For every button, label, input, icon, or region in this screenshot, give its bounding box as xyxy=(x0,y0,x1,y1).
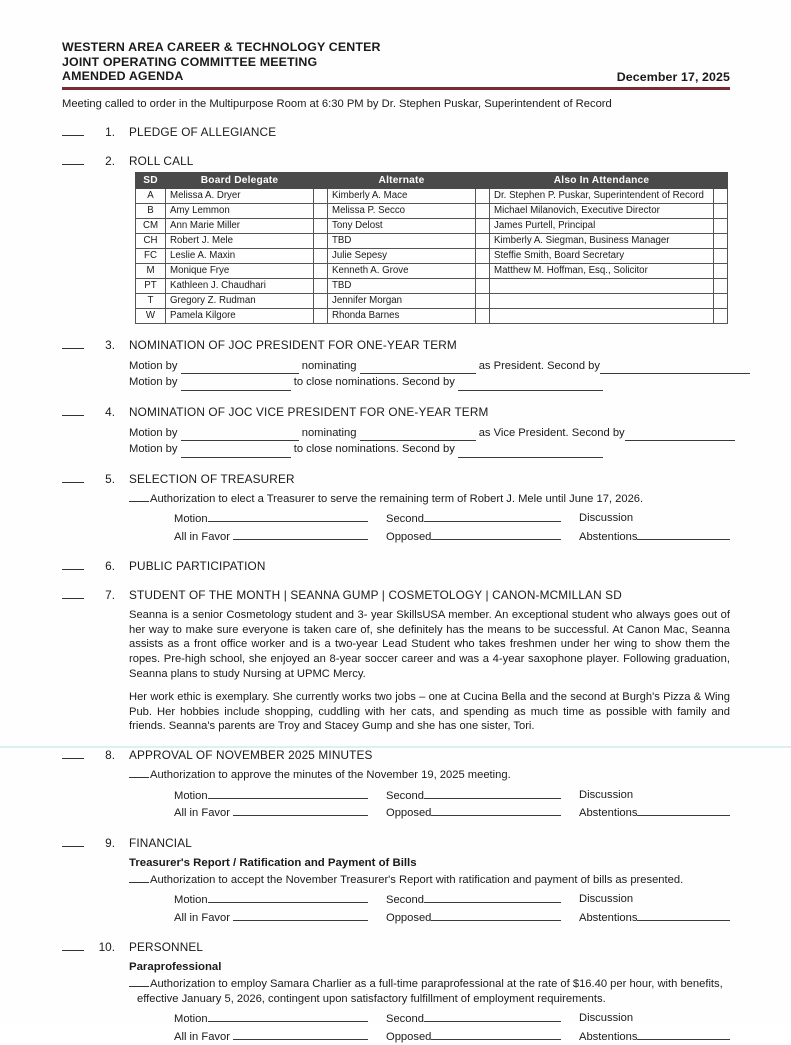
minutes-authorization-text: Authorization to approve the minutes of the November 19, 2025 meeting. xyxy=(150,769,511,782)
second-cell xyxy=(386,510,579,528)
cell-board-delegate: Robert J. Mele xyxy=(166,233,314,248)
motion-row-top xyxy=(174,1010,730,1028)
label-motion: Motion xyxy=(174,789,208,802)
abstentions-cell xyxy=(579,804,730,822)
attendance-check-box[interactable] xyxy=(714,308,728,323)
vice-president-motion-row-2 xyxy=(129,441,730,458)
label-opposed: Opposed xyxy=(386,1030,432,1043)
roll-call-header-row xyxy=(136,172,728,188)
header-divider-rule xyxy=(62,87,730,90)
cell-alternate: Tony Delost xyxy=(328,218,476,233)
all-in-favor-cell xyxy=(174,528,386,546)
cell-alternate: TBD xyxy=(328,233,476,248)
checkbox-blank-line[interactable] xyxy=(62,589,84,599)
agenda-item-1-head xyxy=(62,125,730,140)
attendance-check-box[interactable] xyxy=(714,293,728,308)
label-abstentions: Abstentions xyxy=(579,911,638,924)
agenda-item-2-title: ROLL CALL xyxy=(129,153,194,168)
agenda-item-3-title: NOMINATION OF JOC PRESIDENT FOR ONE-YEAR TERM xyxy=(129,337,457,352)
delegate-check-box[interactable] xyxy=(314,293,328,308)
alternate-check-box[interactable] xyxy=(476,203,490,218)
cell-also-in-attendance: Kimberly A. Siegman, Business Manager xyxy=(490,233,714,248)
agenda-item-8-body xyxy=(129,768,730,822)
checkbox-blank-line[interactable] xyxy=(62,560,84,570)
agenda-item-5-number: 5. xyxy=(105,471,115,486)
cell-board-delegate: Leslie A. Maxin xyxy=(166,248,314,263)
document-content xyxy=(62,40,730,1045)
attendance-check-box[interactable] xyxy=(714,203,728,218)
label-as-vice-president: as Vice President. xyxy=(478,426,569,439)
agenda-item-3-head xyxy=(62,338,730,353)
input-nominee[interactable] xyxy=(360,362,476,374)
input-second[interactable] xyxy=(424,510,561,522)
label-nominating: nominating xyxy=(301,426,357,439)
input-all-in-favor[interactable] xyxy=(233,909,368,921)
minutes-authorization xyxy=(129,768,730,783)
president-motion-row-2 xyxy=(129,374,730,391)
agenda-item-1-title: PLEDGE OF ALLEGIANCE xyxy=(129,124,277,139)
label-discussion: Discussion xyxy=(579,788,634,801)
label-second: Second xyxy=(386,789,424,802)
opposed-cell xyxy=(386,804,579,822)
meeting-date: December 17, 2025 xyxy=(616,69,730,84)
agenda-item-5-body xyxy=(129,492,730,546)
agenda-item-6 xyxy=(62,559,730,574)
input-second-by-close[interactable] xyxy=(458,379,603,391)
motion-row-bottom xyxy=(174,528,730,546)
input-abstentions[interactable] xyxy=(637,528,730,540)
label-abstentions: Abstentions xyxy=(579,1030,638,1043)
cell-board-delegate: Melissa A. Dryer xyxy=(166,188,314,203)
checkbox-blank-line[interactable] xyxy=(62,941,84,951)
cell-board-delegate: Pamela Kilgore xyxy=(166,308,314,323)
cell-also-in-attendance: Matthew M. Hoffman, Esq., Solicitor xyxy=(490,263,714,278)
table-row xyxy=(136,263,728,278)
agenda-item-7-head xyxy=(62,588,730,603)
agenda-item-2-number: 2. xyxy=(105,153,115,168)
agenda-item-2-head xyxy=(62,154,730,169)
agenda-item-9-title: FINANCIAL xyxy=(129,835,192,850)
input-motion[interactable] xyxy=(208,787,368,799)
label-abstentions: Abstentions xyxy=(579,530,638,543)
attendance-check-box[interactable] xyxy=(714,248,728,263)
motion-row-bottom xyxy=(174,909,730,927)
document-header xyxy=(62,40,730,84)
attendance-check-box[interactable] xyxy=(714,233,728,248)
cell-alternate: Kenneth A. Grove xyxy=(328,263,476,278)
input-motion-by-close[interactable] xyxy=(181,446,291,458)
agenda-item-2 xyxy=(62,154,730,324)
abstentions-cell xyxy=(579,1028,730,1045)
col-header-alternate: Alternate xyxy=(328,172,476,188)
table-row xyxy=(136,293,728,308)
financial-sub-heading: Treasurer's Report / Ratification and Payment of Bills xyxy=(129,856,417,869)
checkbox-blank-line[interactable] xyxy=(62,749,84,759)
input-motion[interactable] xyxy=(208,1010,368,1022)
alternate-check-box[interactable] xyxy=(476,233,490,248)
input-motion-by-close[interactable] xyxy=(181,379,291,391)
agenda-item-7-number: 7. xyxy=(105,588,115,603)
cell-also-in-attendance: James Purtell, Principal xyxy=(490,218,714,233)
checkbox-blank-line[interactable] xyxy=(62,155,84,165)
delegate-check-box[interactable] xyxy=(314,218,328,233)
table-row xyxy=(136,248,728,263)
authorization-check-line[interactable] xyxy=(129,492,149,502)
input-motion[interactable] xyxy=(208,891,368,903)
cell-board-delegate: Kathleen J. Chaudhari xyxy=(166,278,314,293)
input-discussion[interactable] xyxy=(636,891,712,902)
cell-board-delegate: Monique Frye xyxy=(166,263,314,278)
agenda-item-8-number: 8. xyxy=(105,748,115,763)
input-second-by-close[interactable] xyxy=(458,446,603,458)
authorization-check-line[interactable] xyxy=(129,768,149,778)
col-header-attendance-check xyxy=(714,172,728,188)
personnel-authorization xyxy=(129,977,730,1006)
alternate-check-box[interactable] xyxy=(476,218,490,233)
motion-cell xyxy=(174,1010,386,1028)
financial-motion-grid xyxy=(174,891,730,926)
cell-board-delegate: Ann Marie Miller xyxy=(166,218,314,233)
discussion-cell xyxy=(579,1010,730,1028)
cell-also-in-attendance xyxy=(490,308,714,323)
label-second: Second xyxy=(386,513,424,526)
col-header-sd: SD xyxy=(136,172,166,188)
label-second-by-2: Second by xyxy=(401,443,455,456)
org-line-2: JOINT OPERATING COMMITTEE MEETING xyxy=(62,54,318,69)
table-row xyxy=(136,278,728,293)
delegate-check-box[interactable] xyxy=(314,233,328,248)
label-all-in-favor: All in Favor xyxy=(174,1030,230,1043)
attendance-check-box[interactable] xyxy=(714,188,728,203)
label-discussion: Discussion xyxy=(579,512,634,525)
president-nomination-fill-rows xyxy=(129,358,730,391)
motion-row-bottom xyxy=(174,804,730,822)
cell-also-in-attendance xyxy=(490,293,714,308)
table-row xyxy=(136,308,728,323)
abstentions-cell xyxy=(579,909,730,927)
second-cell xyxy=(386,787,579,805)
label-second: Second xyxy=(386,1013,424,1026)
student-paragraph-2: Her work ethic is exemplary. She currently works two jobs – one at Cucina Bella and the second at Burgh's Pizza & Wing Pub. Her hobbies include shopping, cuddling with her cats, and spending as much time as possible with family and friends. Seanna's parents are Troy and Stacey Gump and she has one sister, Tori. xyxy=(129,691,730,733)
input-opposed[interactable] xyxy=(431,804,561,816)
agenda-item-4 xyxy=(62,405,730,458)
discussion-cell xyxy=(579,510,730,528)
cell-sd: A xyxy=(136,188,166,203)
cell-alternate: Rhonda Barnes xyxy=(328,308,476,323)
col-header-also-in-attendance: Also In Attendance xyxy=(490,172,714,188)
alternate-check-box[interactable] xyxy=(476,188,490,203)
delegate-check-box[interactable] xyxy=(314,263,328,278)
checkbox-blank-line[interactable] xyxy=(62,473,84,483)
agenda-item-3-number: 3. xyxy=(105,337,115,352)
agenda-item-9-head xyxy=(62,836,730,851)
col-header-delegate-check xyxy=(314,172,328,188)
attendance-check-box[interactable] xyxy=(714,218,728,233)
alternate-check-box[interactable] xyxy=(476,278,490,293)
label-opposed: Opposed xyxy=(386,530,432,543)
motion-row-top xyxy=(174,787,730,805)
agenda-item-10-head xyxy=(62,940,730,955)
label-to-close-nominations: to close nominations. xyxy=(293,376,399,389)
input-discussion[interactable] xyxy=(636,510,712,521)
cell-board-delegate: Gregory Z. Rudman xyxy=(166,293,314,308)
input-motion[interactable] xyxy=(208,510,368,522)
cell-sd: CH xyxy=(136,233,166,248)
input-second[interactable] xyxy=(424,891,561,903)
input-all-in-favor[interactable] xyxy=(233,804,368,816)
input-all-in-favor[interactable] xyxy=(233,1028,368,1040)
label-motion-by-2: Motion by xyxy=(129,376,178,389)
cell-also-in-attendance: Steffie Smith, Board Secretary xyxy=(490,248,714,263)
agenda-item-8 xyxy=(62,748,730,822)
checkbox-blank-line[interactable] xyxy=(62,126,84,136)
agenda-item-7 xyxy=(62,588,730,734)
table-row xyxy=(136,203,728,218)
motion-cell xyxy=(174,891,386,909)
label-motion-by-2: Motion by xyxy=(129,443,178,456)
president-motion-row-1 xyxy=(129,358,730,375)
agenda-item-5 xyxy=(62,472,730,546)
all-in-favor-cell xyxy=(174,909,386,927)
roll-call-table xyxy=(135,172,728,324)
second-cell xyxy=(386,891,579,909)
opposed-cell xyxy=(386,1028,579,1045)
input-second[interactable] xyxy=(424,1010,561,1022)
agenda-item-3 xyxy=(62,338,730,391)
input-abstentions[interactable] xyxy=(637,804,730,816)
agenda-item-8-title: APPROVAL OF NOVEMBER 2025 MINUTES xyxy=(129,748,373,763)
agenda-item-10-body xyxy=(129,961,730,1045)
agenda-item-4-head xyxy=(62,405,730,420)
treasurer-motion-grid xyxy=(174,510,730,545)
abstentions-cell xyxy=(579,528,730,546)
agenda-item-7-body xyxy=(129,608,730,734)
label-discussion: Discussion xyxy=(579,1012,634,1025)
opposed-cell xyxy=(386,528,579,546)
cell-alternate: Kimberly A. Mace xyxy=(328,188,476,203)
second-cell xyxy=(386,1010,579,1028)
agenda-item-9-number: 9. xyxy=(105,835,115,850)
agenda-item-6-number: 6. xyxy=(105,559,115,574)
agenda-item-6-title: PUBLIC PARTICIPATION xyxy=(129,559,266,574)
label-motion: Motion xyxy=(174,513,208,526)
discussion-cell xyxy=(579,891,730,909)
motion-cell xyxy=(174,787,386,805)
agenda-item-5-head xyxy=(62,472,730,487)
label-opposed: Opposed xyxy=(386,807,432,820)
delegate-check-box[interactable] xyxy=(314,308,328,323)
label-as-president: as President. xyxy=(478,359,544,372)
input-nominee[interactable] xyxy=(360,429,476,441)
input-second-by[interactable] xyxy=(625,429,735,441)
input-opposed[interactable] xyxy=(431,909,561,921)
label-opposed: Opposed xyxy=(386,911,432,924)
checkbox-blank-line[interactable] xyxy=(62,339,84,349)
personnel-authorization-text: Authorization to employ Samara Charlier as a full-time paraprofessional at the rate of $16.40 per hour, with benefits, effective January 5, 2026, contingent upon satisfactory fulfillment of employment requirements. xyxy=(137,978,723,1005)
agenda-item-3-body xyxy=(129,358,730,391)
opposed-cell xyxy=(386,909,579,927)
student-paragraph-1: Seanna is a senior Cosmetology student and 3- year SkillsUSA member. An exceptional student who always goes out of her way to make sure everyone is taken care of, she definitely has the means to be successful. At Canon Mac, Seanna assists as a front office worker and is a two-year Lead Student who takes freshmen under her wing to show them the ropes. Pre-high school, she enjoyed an 8-year soccer career and was a 4-year saxophone player. Following graduation, Seanna plans to study Nursing at UPMC Mercy. xyxy=(129,609,730,680)
agenda-item-4-number: 4. xyxy=(105,404,115,419)
label-second-by-2: Second by xyxy=(401,376,455,389)
org-line-3: AMENDED AGENDA xyxy=(62,69,184,84)
cell-sd: T xyxy=(136,293,166,308)
motion-row-top xyxy=(174,510,730,528)
cell-sd: FC xyxy=(136,248,166,263)
attendance-check-box[interactable] xyxy=(714,263,728,278)
agenda-item-9-body xyxy=(129,857,730,927)
cell-also-in-attendance: Dr. Stephen P. Puskar, Superintendent of Record xyxy=(490,188,714,203)
label-motion: Motion xyxy=(174,1013,208,1026)
cell-sd: W xyxy=(136,308,166,323)
agenda-item-1 xyxy=(62,125,730,140)
label-motion: Motion xyxy=(174,894,208,907)
input-abstentions[interactable] xyxy=(637,1028,730,1040)
agenda-item-4-title: NOMINATION OF JOC VICE PRESIDENT FOR ONE-YEAR TERM xyxy=(129,404,489,419)
roll-call-table-wrapper xyxy=(135,172,727,324)
input-motion-by[interactable] xyxy=(181,362,299,374)
all-in-favor-cell xyxy=(174,1028,386,1045)
alternate-check-box[interactable] xyxy=(476,263,490,278)
agenda-item-5-title: SELECTION OF TREASURER xyxy=(129,471,295,486)
cell-alternate: TBD xyxy=(328,278,476,293)
financial-authorization-text: Authorization to accept the November Treasurer's Report with ratification and payment of bills as presented. xyxy=(150,873,684,886)
input-second[interactable] xyxy=(424,787,561,799)
col-header-alternate-check xyxy=(476,172,490,188)
delegate-check-box[interactable] xyxy=(314,203,328,218)
input-opposed[interactable] xyxy=(431,1028,561,1040)
motion-cell xyxy=(174,510,386,528)
agenda-item-8-head xyxy=(62,748,730,763)
cell-sd: CM xyxy=(136,218,166,233)
delegate-check-box[interactable] xyxy=(314,248,328,263)
agenda-item-10-title: PERSONNEL xyxy=(129,940,204,955)
label-nominating: nominating xyxy=(301,359,357,372)
cell-alternate: Melissa P. Secco xyxy=(328,203,476,218)
cell-sd: B xyxy=(136,203,166,218)
label-discussion: Discussion xyxy=(579,893,634,906)
agenda-item-10 xyxy=(62,940,730,1045)
label-abstentions: Abstentions xyxy=(579,807,638,820)
label-all-in-favor: All in Favor xyxy=(174,530,230,543)
alternate-check-box[interactable] xyxy=(476,293,490,308)
label-to-close-nominations: to close nominations. xyxy=(293,443,399,456)
treasurer-authorization xyxy=(129,492,730,507)
cell-sd: M xyxy=(136,263,166,278)
label-motion-by: Motion by xyxy=(129,359,178,372)
personnel-motion-grid xyxy=(174,1010,730,1045)
agenda-item-1-number: 1. xyxy=(105,124,115,139)
discussion-cell xyxy=(579,787,730,805)
cell-alternate: Julie Sepesy xyxy=(328,248,476,263)
all-in-favor-cell xyxy=(174,804,386,822)
input-discussion[interactable] xyxy=(636,1010,712,1021)
motion-row-bottom xyxy=(174,1028,730,1045)
delegate-check-box[interactable] xyxy=(314,278,328,293)
financial-authorization xyxy=(129,873,730,888)
checkbox-blank-line[interactable] xyxy=(62,406,84,416)
vice-president-nomination-fill-rows xyxy=(129,425,730,458)
agenda-item-7-title: STUDENT OF THE MONTH | SEANNA GUMP | COSMETOLOGY | CANON-MCMILLAN SD xyxy=(129,588,622,603)
label-second-by: Second by xyxy=(571,426,625,439)
table-row xyxy=(136,218,728,233)
vice-president-motion-row-1 xyxy=(129,425,730,442)
table-row xyxy=(136,188,728,203)
input-all-in-favor[interactable] xyxy=(233,528,368,540)
cell-alternate: Jennifer Morgan xyxy=(328,293,476,308)
delegate-check-box[interactable] xyxy=(314,188,328,203)
treasurer-authorization-text: Authorization to elect a Treasurer to serve the remaining term of Robert J. Mele until June 17, 2026. xyxy=(150,492,644,505)
table-row xyxy=(136,233,728,248)
input-abstentions[interactable] xyxy=(637,909,730,921)
cell-sd: PT xyxy=(136,278,166,293)
label-all-in-favor: All in Favor xyxy=(174,911,230,924)
input-second-by[interactable] xyxy=(600,362,750,374)
agenda-item-10-number: 10. xyxy=(98,940,115,955)
agenda-item-4-body xyxy=(129,425,730,458)
attendance-check-box[interactable] xyxy=(714,278,728,293)
org-line-1: WESTERN AREA CAREER & TECHNOLOGY CENTER xyxy=(62,40,381,54)
minutes-motion-grid xyxy=(174,787,730,822)
alternate-check-box[interactable] xyxy=(476,308,490,323)
col-header-board-delegate: Board Delegate xyxy=(166,172,314,188)
agenda-item-9 xyxy=(62,836,730,927)
label-second: Second xyxy=(386,894,424,907)
personnel-sub-heading: Paraprofessional xyxy=(129,961,222,974)
input-motion-by[interactable] xyxy=(181,429,299,441)
alternate-check-box[interactable] xyxy=(476,248,490,263)
authorization-check-line[interactable] xyxy=(129,977,149,987)
checkbox-blank-line[interactable] xyxy=(62,837,84,847)
input-discussion[interactable] xyxy=(636,787,712,798)
cell-also-in-attendance xyxy=(490,278,714,293)
input-opposed[interactable] xyxy=(431,528,561,540)
label-all-in-favor: All in Favor xyxy=(174,807,230,820)
label-second-by: Second by xyxy=(547,359,600,372)
cell-board-delegate: Amy Lemmon xyxy=(166,203,314,218)
label-motion-by: Motion by xyxy=(129,426,178,439)
called-to-order-text: Meeting called to order in the Multipurpose Room at 6:30 PM by Dr. Stephen Puskar, Superintendent of Record xyxy=(62,97,612,110)
agenda-item-6-head xyxy=(62,559,730,574)
motion-row-top xyxy=(174,891,730,909)
authorization-check-line[interactable] xyxy=(129,873,149,883)
roll-call-table-body xyxy=(136,188,728,323)
cell-also-in-attendance: Michael Milanovich, Executive Director xyxy=(490,203,714,218)
